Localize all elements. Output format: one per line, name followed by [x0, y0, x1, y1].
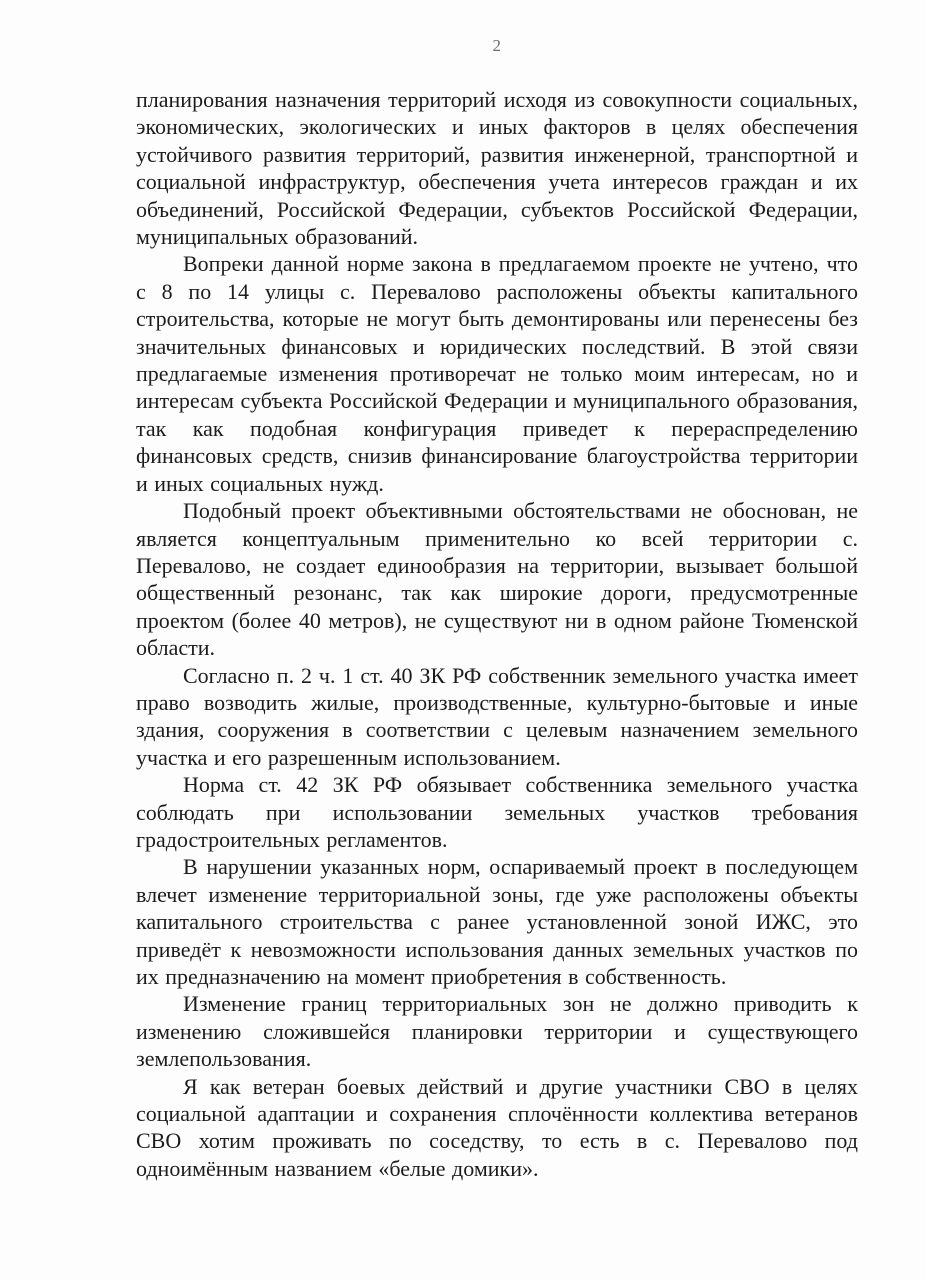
page-number: 2	[492, 36, 502, 55]
paragraph: В нарушении указанных норм, оспариваемый проект в последующем влечет изменение территориальной зоны, где уже расположены объекты капитального строительства с ранее установленной зоной ИЖС, это приведёт к невозможности использования данных земельных участков по их предназначению на момент приобретения в собственность.	[136, 854, 858, 989]
paragraph: Я как ветеран боевых действий и другие участники СВО в целях социальной адаптации и сохранения сплочённости коллектива ветеранов СВО хотим проживать по соседству, то есть в с. Перевалово под одноимённым названием «белые домики».	[136, 1073, 858, 1181]
paragraph: Вопреки данной норме закона в предлагаемом проекте не учтено, что с 8 по 14 улицы с. Перевалово расположены объекты капитального строительства, которые не могут быть демонтированы или перенесены без значительных финансовых и юридических последствий. В этой связи предлагаемые изменения противоречат не только моим интересам, но и интересам субъекта Российской Федерации и муниципального образования, так как подобная конфигурация приведет к перераспределению финансовых средств, снизив финансирование благоустройства территории и иных социальных нужд.	[136, 251, 858, 496]
paragraph: Норма ст. 42 ЗК РФ обязывает собственника земельного участка соблюдать при использовании земельных участков требования градостроительных регламентов.	[136, 772, 858, 852]
paragraph: Согласно п. 2 ч. 1 ст. 40 ЗК РФ собственник земельного участка имеет право возводить жилые, производственные, культурно-бытовые и иные здания, сооружения в соответствии с целевым назначением земельного участка и его разрешенным использованием.	[136, 662, 858, 770]
paragraph: Изменение границ территориальных зон не должно приводить к изменению сложившейся планировки территории и существующего землепользования.	[136, 991, 858, 1072]
paragraph: Подобный проект объективными обстоятельствами не обоснован, не является концептуальным применительно ко всей территории с. Перевалово, не создает единообразия на территории, вызывает большой общественный резонанс, так как широкие дороги, предусмотренные проектом (более 40 метров), не существуют ни в одном районе Тюменской области.	[136, 498, 858, 661]
paragraph: планирования назначения территорий исходя из совокупности социальных, экономических, экологических и иных факторов в целях обеспечения устойчивого развития территорий, развития инженерной, транспортной и социальной инфраструктур, обеспечения учета интересов граждан и их объединений, Российской Федерации, субъектов Российской Федерации, муниципальных образований.	[136, 87, 858, 250]
document-body	[136, 86, 858, 1182]
